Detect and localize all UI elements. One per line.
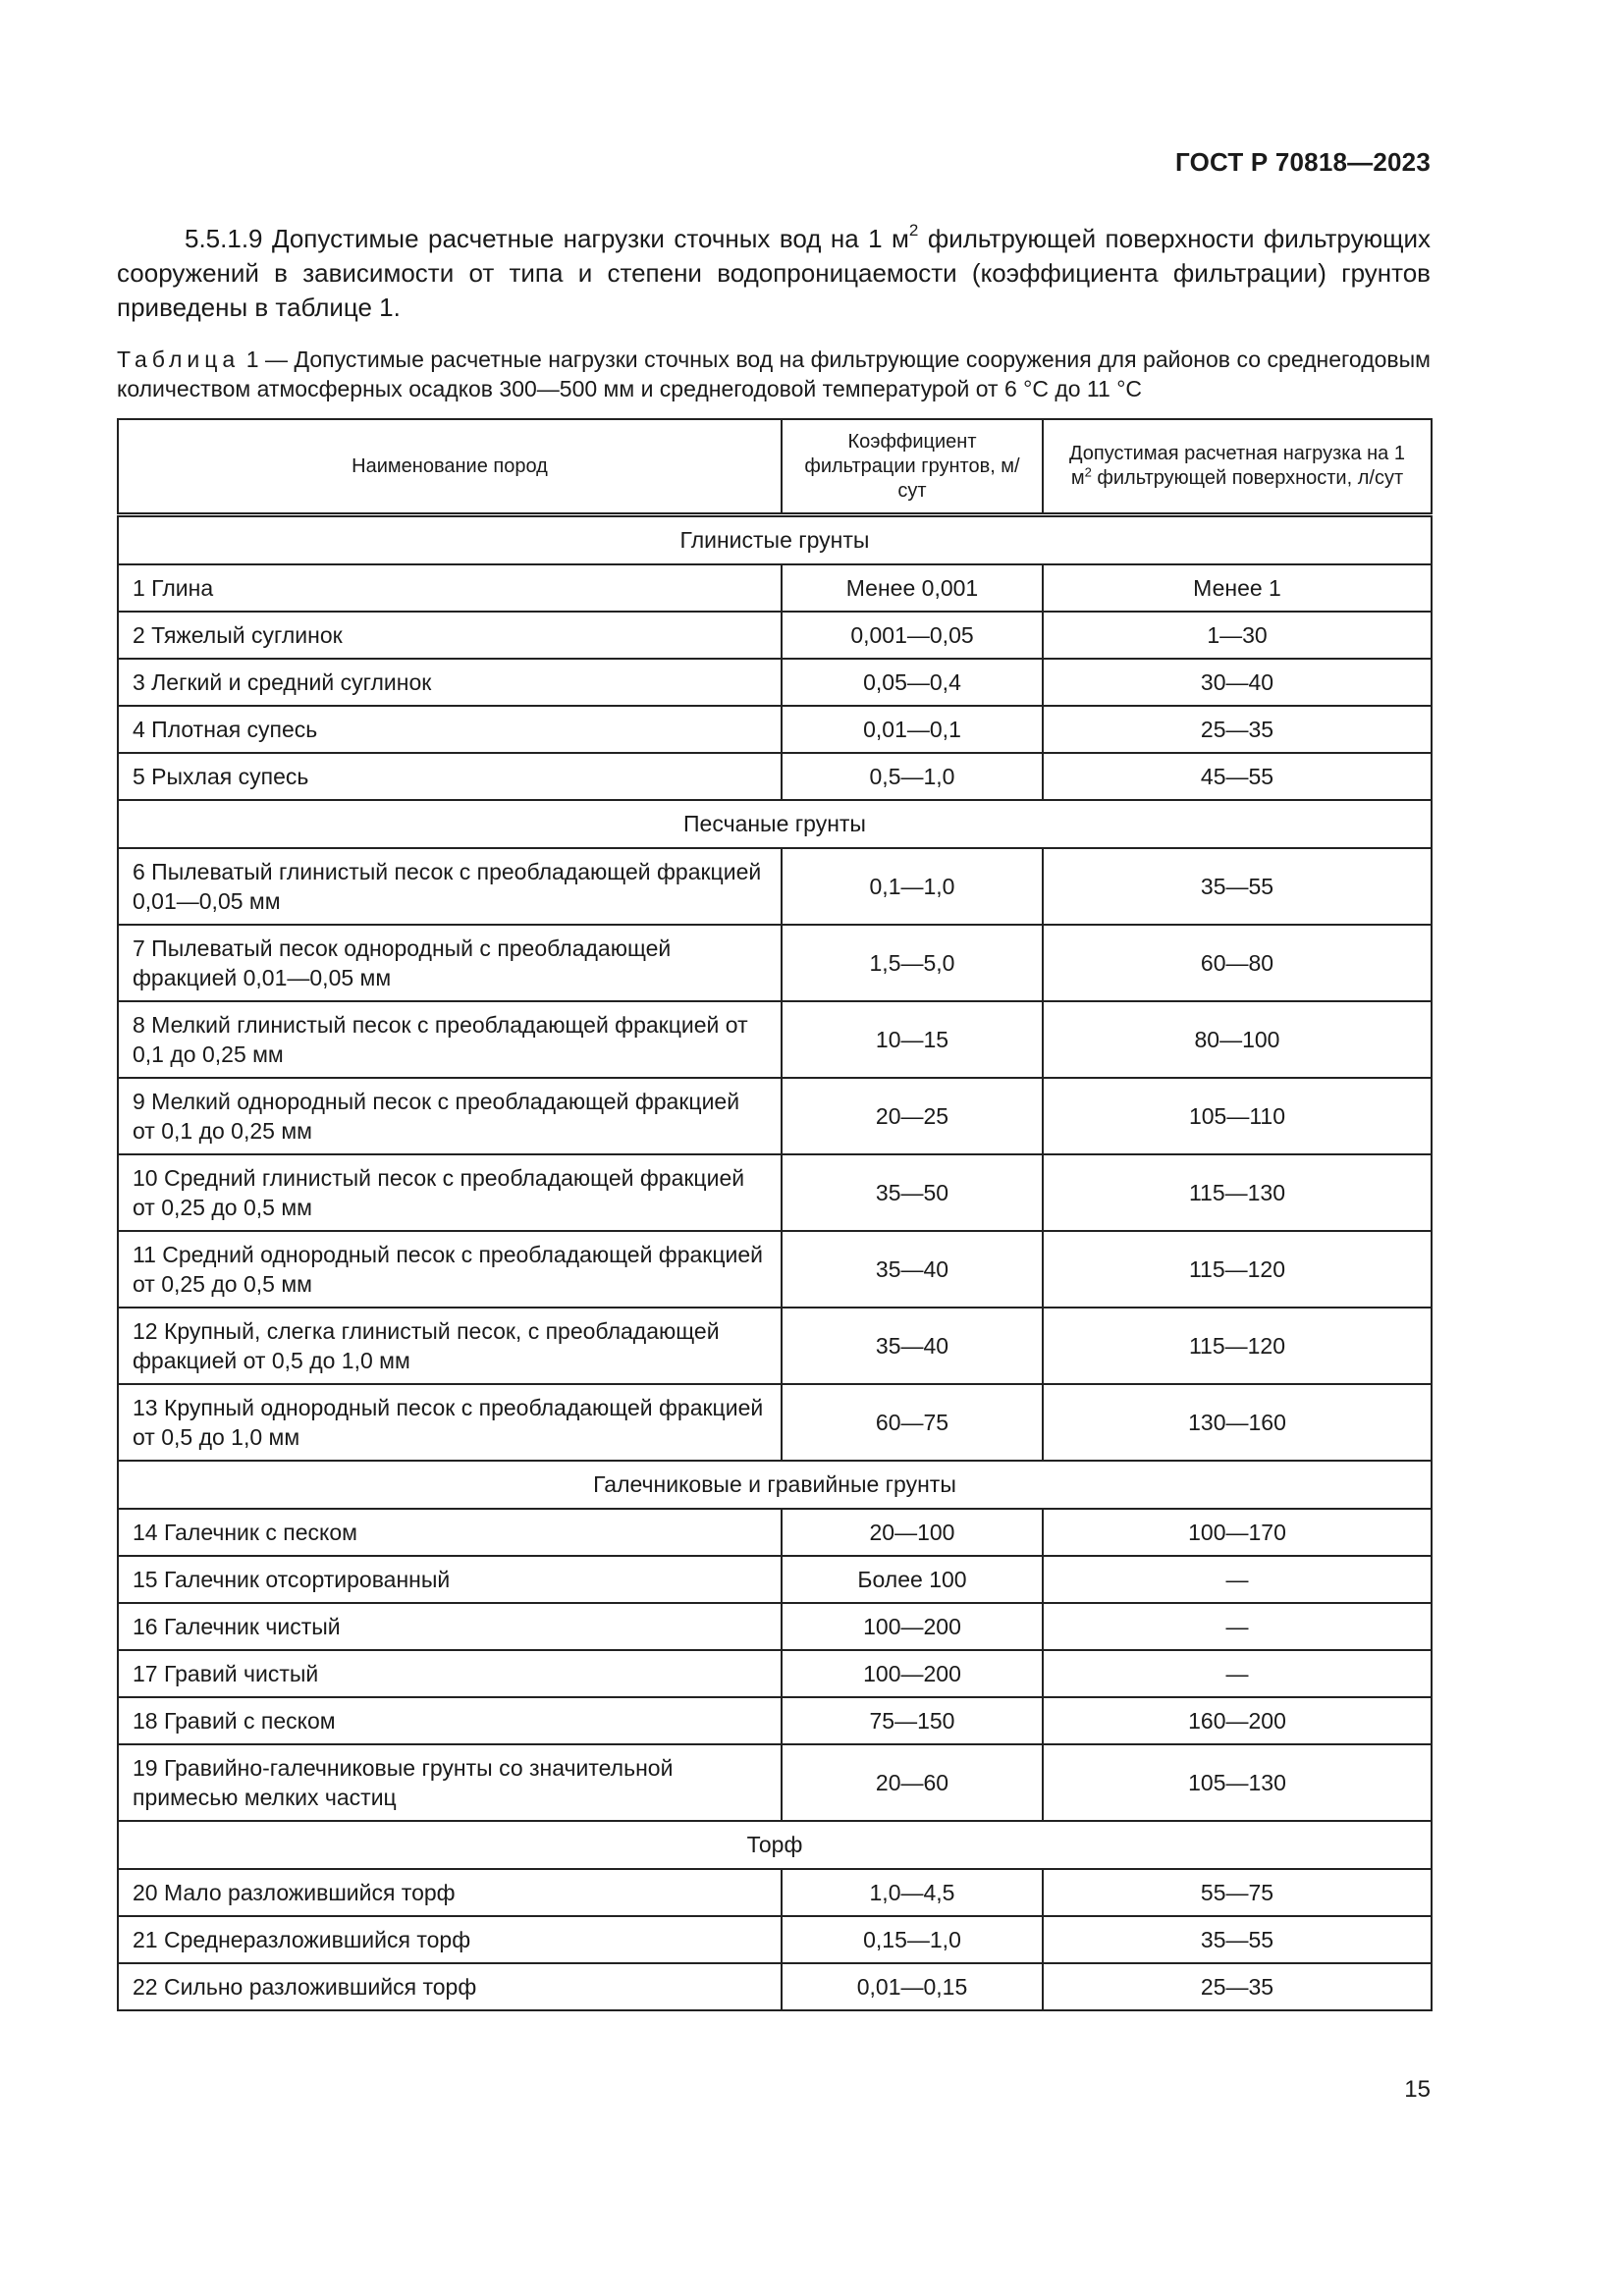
cell-soil-name: 11 Средний однородный песок с преобладающей фракцией от 0,25 до 0,5 мм — [118, 1231, 782, 1308]
cell-allowed-load: 45—55 — [1043, 753, 1432, 800]
cell-allowed-load: 115—120 — [1043, 1308, 1432, 1384]
cell-allowed-load: 25—35 — [1043, 1963, 1432, 2010]
cell-soil-name: 16 Галечник чистый — [118, 1603, 782, 1650]
cell-soil-name: 7 Пылеватый песок однородный с преобладающей фракцией 0,01—0,05 мм — [118, 925, 782, 1001]
cell-soil-name: 22 Сильно разложившийся торф — [118, 1963, 782, 2010]
table-row — [118, 1154, 1432, 1231]
cell-soil-name: 4 Плотная супесь — [118, 706, 782, 753]
cell-allowed-load: 115—120 — [1043, 1231, 1432, 1308]
cell-allowed-load: 105—130 — [1043, 1744, 1432, 1821]
cell-allowed-load: 25—35 — [1043, 706, 1432, 753]
section-title: Торф — [118, 1821, 1432, 1869]
table-row — [118, 848, 1432, 925]
filtration-load-table — [117, 418, 1433, 2011]
table-row — [118, 1916, 1432, 1963]
cell-allowed-load: 30—40 — [1043, 659, 1432, 706]
document-code: ГОСТ Р 70818—2023 — [1175, 147, 1431, 177]
cell-filtration-coefficient: 0,001—0,05 — [782, 612, 1043, 659]
cell-soil-name: 8 Мелкий глинистый песок с преобладающей фракцией от 0,1 до 0,25 мм — [118, 1001, 782, 1078]
table-caption-text: 1 — Допустимые расчетные нагрузки сточных вод на фильтрующие сооружения для районов со среднегодовым количеством атмосферных осадков 300—500 мм и среднегодовой температурой от 6 °С до 11 °С — [117, 347, 1431, 401]
cell-filtration-coefficient: 35—40 — [782, 1231, 1043, 1308]
cell-allowed-load: 80—100 — [1043, 1001, 1432, 1078]
cell-filtration-coefficient: 100—200 — [782, 1650, 1043, 1697]
cell-filtration-coefficient: 1,0—4,5 — [782, 1869, 1043, 1916]
cell-allowed-load: 105—110 — [1043, 1078, 1432, 1154]
table-row — [118, 1308, 1432, 1384]
cell-filtration-coefficient: 10—15 — [782, 1001, 1043, 1078]
cell-soil-name: 6 Пылеватый глинистый песок с преобладающей фракцией 0,01—0,05 мм — [118, 848, 782, 925]
section-title: Галечниковые и гравийные грунты — [118, 1461, 1432, 1509]
intro-text-end: фильтрующей поверхности фильтрующих сооружений в зависимости от типа и степени водопроницаемости (коэффициента фильтрации) грунтов приведены в таблице 1. — [117, 224, 1431, 322]
section-row — [118, 1461, 1432, 1509]
cell-allowed-load: 130—160 — [1043, 1384, 1432, 1461]
cell-filtration-coefficient: 35—50 — [782, 1154, 1043, 1231]
cell-allowed-load: 1—30 — [1043, 612, 1432, 659]
cell-filtration-coefficient: Более 100 — [782, 1556, 1043, 1603]
cell-filtration-coefficient: 0,1—1,0 — [782, 848, 1043, 925]
cell-filtration-coefficient: 100—200 — [782, 1603, 1043, 1650]
cell-soil-name: 21 Среднеразложившийся торф — [118, 1916, 782, 1963]
column-header-load-text-start: Допустимая расчетная нагрузка на 1 м — [1069, 443, 1405, 489]
column-header-load-superscript: 2 — [1084, 464, 1092, 480]
cell-soil-name: 13 Крупный однородный песок с преобладающей фракцией от 0,5 до 1,0 мм — [118, 1384, 782, 1461]
table-row — [118, 659, 1432, 706]
cell-soil-name: 18 Гравий с песком — [118, 1697, 782, 1744]
cell-filtration-coefficient: 75—150 — [782, 1697, 1043, 1744]
column-header-name: Наименование пород — [118, 419, 782, 515]
table-row — [118, 1697, 1432, 1744]
cell-filtration-coefficient: 0,01—0,15 — [782, 1963, 1043, 2010]
cell-soil-name: 15 Галечник отсортированный — [118, 1556, 782, 1603]
section-row — [118, 515, 1432, 565]
intro-superscript: 2 — [908, 221, 919, 240]
cell-allowed-load: 35—55 — [1043, 848, 1432, 925]
cell-filtration-coefficient: 35—40 — [782, 1308, 1043, 1384]
cell-soil-name: 20 Мало разложившийся торф — [118, 1869, 782, 1916]
table-row — [118, 1001, 1432, 1078]
cell-soil-name: 12 Крупный, слегка глинистый песок, с преобладающей фракцией от 0,5 до 1,0 мм — [118, 1308, 782, 1384]
table-row — [118, 1744, 1432, 1821]
table-row — [118, 1869, 1432, 1916]
cell-allowed-load: Менее 1 — [1043, 564, 1432, 612]
cell-filtration-coefficient: 60—75 — [782, 1384, 1043, 1461]
cell-allowed-load: — — [1043, 1650, 1432, 1697]
table-row — [118, 1231, 1432, 1308]
table-caption — [117, 345, 1431, 403]
cell-allowed-load: 115—130 — [1043, 1154, 1432, 1231]
section-title: Песчаные грунты — [118, 800, 1432, 848]
cell-soil-name: 14 Галечник с песком — [118, 1509, 782, 1556]
table-row — [118, 1384, 1432, 1461]
cell-filtration-coefficient: 20—60 — [782, 1744, 1043, 1821]
table-caption-label: Таблица — [117, 347, 241, 372]
cell-filtration-coefficient: 1,5—5,0 — [782, 925, 1043, 1001]
cell-allowed-load: 60—80 — [1043, 925, 1432, 1001]
table-row — [118, 612, 1432, 659]
cell-filtration-coefficient: 20—100 — [782, 1509, 1043, 1556]
table-row — [118, 1509, 1432, 1556]
column-header-coefficient: Коэффициент фильтрации грунтов, м/сут — [782, 419, 1043, 515]
cell-soil-name: 17 Гравий чистый — [118, 1650, 782, 1697]
cell-allowed-load: 100—170 — [1043, 1509, 1432, 1556]
page-number: 15 — [1404, 2076, 1431, 2103]
table-row — [118, 706, 1432, 753]
cell-filtration-coefficient: 20—25 — [782, 1078, 1043, 1154]
section-row — [118, 1821, 1432, 1869]
cell-soil-name: 9 Мелкий однородный песок с преобладающей фракцией от 0,1 до 0,25 мм — [118, 1078, 782, 1154]
section-title: Глинистые грунты — [118, 515, 1432, 565]
intro-text-start: 5.5.1.9 Допустимые расчетные нагрузки сточных вод на 1 м — [185, 224, 909, 253]
cell-allowed-load: 160—200 — [1043, 1697, 1432, 1744]
column-header-load — [1043, 419, 1432, 515]
cell-allowed-load: — — [1043, 1603, 1432, 1650]
cell-soil-name: 1 Глина — [118, 564, 782, 612]
table-row — [118, 1650, 1432, 1697]
table-row — [118, 1078, 1432, 1154]
cell-soil-name: 3 Легкий и средний суглинок — [118, 659, 782, 706]
cell-allowed-load: 35—55 — [1043, 1916, 1432, 1963]
cell-soil-name: 10 Средний глинистый песок с преобладающей фракцией от 0,25 до 0,5 мм — [118, 1154, 782, 1231]
table-header-row — [118, 419, 1432, 515]
cell-soil-name: 19 Гравийно-галечниковые грунты со значительной примесью мелких частиц — [118, 1744, 782, 1821]
table-row — [118, 753, 1432, 800]
section-row — [118, 800, 1432, 848]
cell-allowed-load: 55—75 — [1043, 1869, 1432, 1916]
cell-filtration-coefficient: 0,05—0,4 — [782, 659, 1043, 706]
cell-filtration-coefficient: Менее 0,001 — [782, 564, 1043, 612]
table-row — [118, 1556, 1432, 1603]
table-row — [118, 1963, 1432, 2010]
cell-filtration-coefficient: 0,15—1,0 — [782, 1916, 1043, 1963]
cell-allowed-load: — — [1043, 1556, 1432, 1603]
cell-soil-name: 5 Рыхлая супесь — [118, 753, 782, 800]
cell-soil-name: 2 Тяжелый суглинок — [118, 612, 782, 659]
table-row — [118, 1603, 1432, 1650]
intro-paragraph — [117, 222, 1431, 325]
cell-filtration-coefficient: 0,01—0,1 — [782, 706, 1043, 753]
table-body — [118, 515, 1432, 2011]
table-row — [118, 925, 1432, 1001]
cell-filtration-coefficient: 0,5—1,0 — [782, 753, 1043, 800]
column-header-load-text-end: фильтрующей поверхности, л/сут — [1091, 467, 1404, 489]
table-row — [118, 564, 1432, 612]
